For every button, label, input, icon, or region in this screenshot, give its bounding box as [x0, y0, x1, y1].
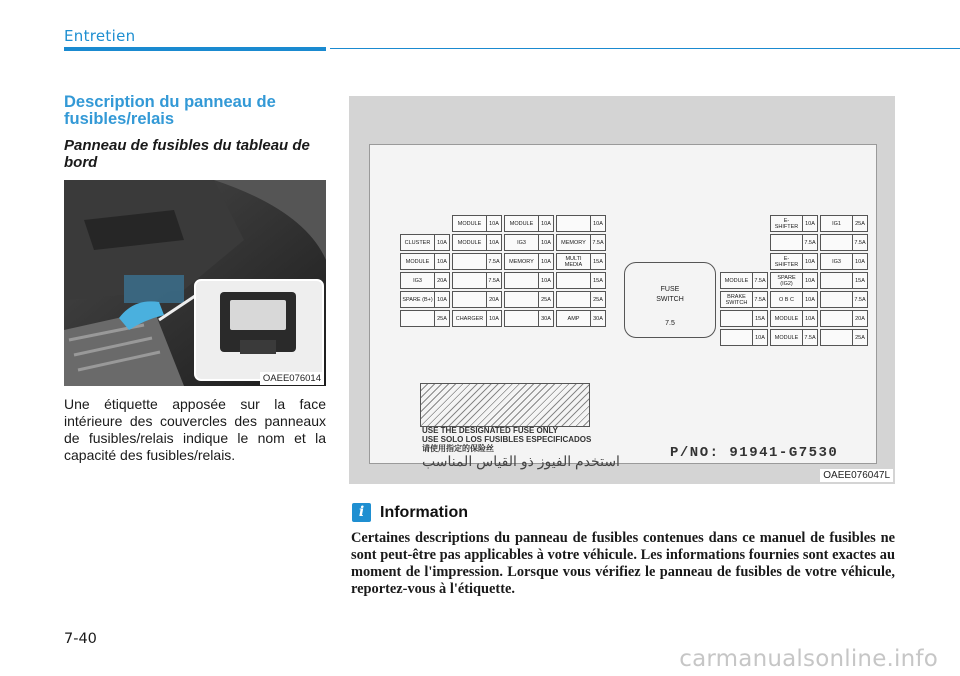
fuse-name: IG3 — [413, 277, 422, 284]
page-number: 7-40 — [64, 631, 97, 647]
header-rule-thin — [330, 48, 960, 49]
fuse-amperage: 7.5A — [590, 235, 605, 250]
header-rule-thick — [64, 47, 326, 51]
fuse-amperage: 25A — [590, 292, 605, 307]
fuse-cell — [820, 215, 868, 232]
fuse-name: MODULE — [509, 220, 534, 227]
fuse-cell — [556, 310, 606, 327]
label-caption: OAEE076047L — [820, 469, 893, 482]
fuse-cell — [556, 234, 606, 251]
section-title: Description du panneau de fusibles/relais — [64, 93, 276, 128]
switch-subtitle: SWITCH — [656, 296, 684, 303]
fuse-cell — [504, 310, 554, 327]
fuse-cell — [452, 215, 502, 232]
fuse-cell — [820, 253, 868, 270]
subsection-title: Panneau de fusibles du tableau de bord — [64, 137, 310, 171]
fuse-name: MEMORY — [509, 258, 534, 265]
fuse-cell — [820, 234, 868, 251]
fuse-name: E-SHIFTER — [774, 217, 799, 230]
hatched-area — [420, 383, 590, 427]
fuse-amperage: 10A — [538, 273, 553, 288]
fuse-cell — [770, 215, 818, 232]
fuse-name: MODULE — [724, 277, 749, 284]
fuse-amperage: 10A — [590, 216, 605, 231]
switch-title: FUSE — [660, 286, 680, 293]
fuse-amperage: 10A — [852, 254, 867, 269]
fuse-name: MODULE — [774, 334, 799, 341]
fuse-amperage: 20A — [434, 273, 449, 288]
fuse-name: SPARE (IG2) — [777, 274, 796, 287]
fuse-amperage: 10A — [752, 330, 767, 345]
fuse-cell — [820, 272, 868, 289]
fuse-cell — [556, 272, 606, 289]
fuse-name: MODULE — [457, 239, 482, 246]
photo-caption: OAEE076014 — [260, 372, 324, 385]
fuse-amperage: 10A — [434, 254, 449, 269]
fuse-cell — [720, 310, 768, 327]
fuse-name: IG3 — [517, 239, 526, 246]
fuse-cell — [452, 253, 502, 270]
fuse-cell — [504, 234, 554, 251]
fuse-amperage: 7.5A — [852, 235, 867, 250]
fuse-amperage: 20A — [486, 292, 501, 307]
fuse-amperage: 10A — [538, 235, 553, 250]
fuse-name: E-SHIFTER — [774, 255, 799, 268]
fuse-amperage: 10A — [538, 216, 553, 231]
warning-text — [422, 426, 591, 453]
fuse-name: MEMORY — [561, 239, 586, 246]
fuse-amperage: 20A — [852, 311, 867, 326]
fuse-name: IG3 — [832, 258, 841, 265]
fuse-amperage: 10A — [486, 311, 501, 326]
fuse-cell — [820, 310, 868, 327]
fuse-cell — [504, 253, 554, 270]
fuse-amperage: 10A — [486, 235, 501, 250]
section-header: Entretien — [64, 27, 136, 45]
fuse-cell — [770, 310, 818, 327]
dashboard-illustration — [64, 180, 326, 386]
part-number: P/NO: 91941-G7530 — [670, 445, 839, 461]
fuse-amperage: 25A — [434, 311, 449, 326]
fuse-name: MODULE — [405, 258, 430, 265]
info-title: Information — [380, 504, 468, 521]
fuse-label-figure — [349, 96, 895, 484]
fuse-amperage: 25A — [852, 216, 867, 231]
fuse-name: MODULE — [774, 315, 799, 322]
fuse-amperage: 7.5A — [752, 292, 767, 307]
fuse-cell — [770, 291, 818, 308]
fuse-name: BRAKE SWITCH — [725, 293, 748, 306]
fuse-name: O B C — [779, 296, 794, 303]
fuse-cell — [720, 272, 768, 289]
body-paragraph: Une étiquette apposée sur la face intérieure des couvercles des panneaux de fusibles/relais indique le nom et la capacité des fusibles/relais. — [64, 396, 326, 463]
fuse-cell — [400, 234, 450, 251]
fuse-cell — [556, 253, 606, 270]
fuse-cell — [556, 291, 606, 308]
fuse-switch-box — [624, 262, 716, 338]
fuse-cell — [400, 291, 450, 308]
fuse-name: MODULE — [457, 220, 482, 227]
fuse-cell — [452, 272, 502, 289]
warning-line-2: USE SOLO LOS FUSIBLES ESPECIFICADOS — [422, 435, 592, 444]
fuse-name: SPARE (B+) — [402, 296, 433, 303]
fuse-cell — [452, 234, 502, 251]
fuse-amperage: 15A — [852, 273, 867, 288]
fuse-amperage: 7.5A — [486, 273, 501, 288]
fuse-amperage: 7.5A — [802, 235, 817, 250]
fuse-cell — [400, 310, 450, 327]
arabic-warning: استخدم الفيوز ذو القياس المناسب — [422, 453, 620, 469]
fuse-name: IG1 — [832, 220, 841, 227]
fuse-cell — [770, 234, 818, 251]
watermark: carmanualsonline.info — [679, 646, 938, 672]
fuse-amperage: 10A — [486, 216, 501, 231]
fuse-name: MULTI MEDIA — [564, 255, 583, 268]
fuse-label-card — [369, 144, 877, 469]
fuse-name: CHARGER — [455, 315, 484, 322]
fuse-cell — [504, 291, 554, 308]
info-icon: i — [352, 503, 371, 522]
fuse-amperage: 30A — [590, 311, 605, 326]
fuse-amperage: 15A — [590, 254, 605, 269]
fuse-cell — [820, 329, 868, 346]
info-body: Certaines descriptions du panneau de fusibles contenues dans ce manuel de fusibles ne sont peut-être pas applicables à votre véhicule. Les informations fournies sont exactes au moment de l'impression. Lorsque vous vérifiez le panneau de fusibles de votre véhicule, reportez-vous à l'étiquette. — [351, 530, 895, 597]
fuse-cell — [400, 253, 450, 270]
fuse-amperage: 30A — [538, 311, 553, 326]
fuse-cell — [820, 291, 868, 308]
fuse-amperage: 7.5A — [852, 292, 867, 307]
fuse-cell — [504, 272, 554, 289]
fuse-amperage: 10A — [434, 292, 449, 307]
fuse-cell — [720, 329, 768, 346]
fuse-amperage: 10A — [434, 235, 449, 250]
fuse-amperage: 25A — [538, 292, 553, 307]
warning-line-1: USE THE DESIGNATED FUSE ONLY — [422, 426, 559, 435]
fuse-amperage: 7.5A — [802, 330, 817, 345]
fuse-cell — [770, 272, 818, 289]
fuse-name: CLUSTER — [404, 239, 431, 246]
fuse-cell — [504, 215, 554, 232]
fuse-amperage: 15A — [590, 273, 605, 288]
switch-amp: 7.5 — [665, 320, 675, 327]
dashboard-photo — [64, 180, 326, 386]
fuse-cell — [770, 253, 818, 270]
fuse-amperage: 7.5A — [752, 273, 767, 288]
fuse-amperage: 25A — [852, 330, 867, 345]
fuse-amperage: 10A — [538, 254, 553, 269]
fuse-cell — [400, 272, 450, 289]
fuse-cell — [556, 215, 606, 232]
fuse-amperage: 15A — [752, 311, 767, 326]
fuse-amperage: 10A — [802, 216, 817, 231]
fuse-cell — [720, 291, 768, 308]
fuse-cell — [452, 291, 502, 308]
fuse-amperage: 7.5A — [486, 254, 501, 269]
warning-line-3: 请使用指定的保险丝 — [422, 444, 494, 453]
fuse-amperage: 10A — [802, 292, 817, 307]
fuse-amperage: 10A — [802, 254, 817, 269]
fuse-cell — [452, 310, 502, 327]
fuse-amperage: 10A — [802, 311, 817, 326]
fuse-name: AMP — [567, 315, 580, 322]
fuse-cell — [770, 329, 818, 346]
fuse-amperage: 10A — [802, 273, 817, 288]
